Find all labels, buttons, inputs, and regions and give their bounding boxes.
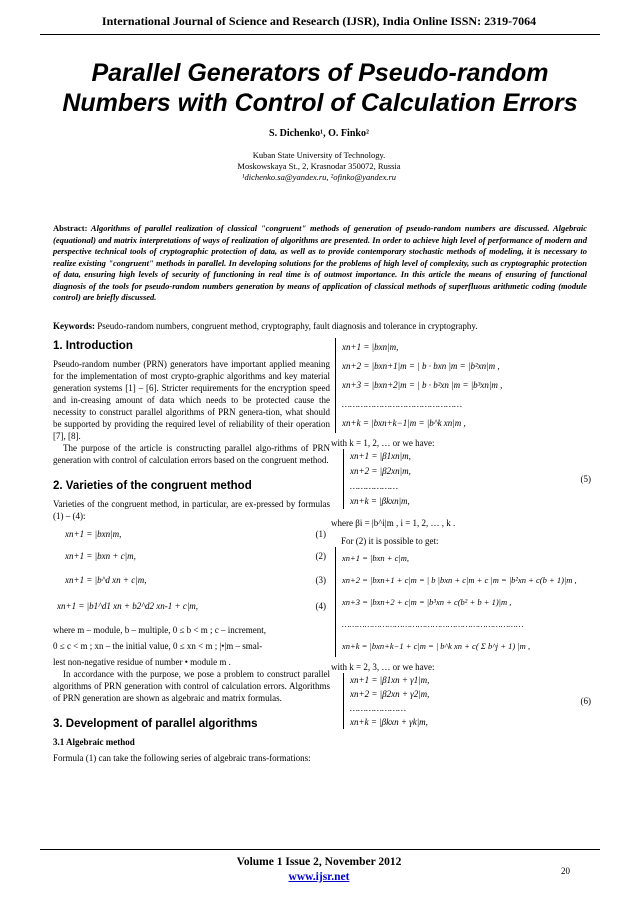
section3-paragraph1: Formula (1) can take the following series of algebraic trans-formations: [53, 753, 311, 763]
system-b-line: xn+k = |βkxn|m, [350, 496, 410, 506]
system-a-line: xn+2 = |bxn+1|m = | b · bxn |m = |b²xn|m , [342, 361, 500, 371]
equation-4: xn+1 = |b1^d1 xn + b2^d2 xn-1 + c|m, [57, 601, 199, 611]
equation-5-number: (5) [580, 474, 591, 484]
left-column [53, 340, 330, 764]
section2-heading: 2. Varieties of the congruent method [53, 480, 252, 492]
system-c-line: xn+2 = |bxn+1 + c|m = | b |bxn + c|m + c |m = |b²xn + c(b + 1)|m , [342, 575, 577, 585]
section2-paragraph1: Varieties of the congruent method, in particular, are ex-pressed by formulas (1) – (4): [53, 499, 330, 521]
subsection-heading: 3.1 Algebraic method [53, 737, 135, 747]
section3-heading: 3. Development of parallel algorithms [53, 718, 258, 730]
system-d-line: xn+1 = |β1xn + γ1|m, [350, 675, 430, 685]
keywords [53, 321, 587, 331]
keywords-text: Pseudo-random numbers, congruent method, cryptography, fault diagnosis and tolerance in cryptography. [97, 321, 478, 331]
abstract [53, 223, 587, 304]
with-k-text-1: with k = 1, 2, … or we have: [331, 438, 435, 448]
with-k-text-2: with k = 2, 3, … or we have: [331, 662, 435, 672]
system-a-line: xn+1 = |bxn|m, [342, 342, 399, 352]
abstract-text: Algorithms of parallel realization of classical "congruent" methods of generation of pseudo-random numbers are discussed. Algebraic (equational) and matrix interpretations of ways of realization of algorithms are presented. In order to achieve high level of performance of modern and perspective technical tools of cryptographic protection of data, as well as to provide contemporary stochastic methods of modeling, it is necessary to realize existing "congruent" methods in parallel. In developing solutions for the problems of high level of complexity, such as cryptographic protection of data, ensuring high levels of security of functioning in real time is of outmost importance. In this article the means of ensuring of functional diagnosis of the tools for pseudo-random numbers generation by means of application of classical methods of superfluous arithmetic coding (module control) are briefly discussed. [53, 223, 587, 302]
system-d-line: xn+k = |βkxn + γk|m, [350, 717, 428, 727]
footer-volume: Volume 1 Issue 2, November 2012 [236, 856, 402, 868]
system-b-line: xn+1 = |β1xn|m, [350, 451, 411, 461]
equation-1-number: (1) [315, 529, 326, 539]
section1-paragraph1: Pseudo-random number (PRN) generators have important applied meaning for the implementation of most crypto-graphic algorithms and key material generation systems [1] – [6]. Stricter requirements for the encryption speed and in-creasing amount of data which needs to be protected cause the necessity to construct parallel algorithms of PRN genera-tion, what should be supported by providing the required level of reliability of their operation [7], [8]. [53, 359, 330, 441]
system-c-line: ……………………………………………………………… [342, 619, 524, 629]
right-column [331, 338, 591, 729]
where-beta: where βi = |b^i|m , i = 1, 2, … , k . [331, 518, 456, 528]
equation-system-a [335, 338, 591, 433]
where-line-1: where m – module, b – multiple, 0 ≤ b < m ; c – increment, [53, 625, 266, 635]
paper-title: Parallel Generators of Pseudo-random Numbers with Control of Calculation Errors [62, 59, 578, 117]
system-b-line: xn+2 = |β2xn|m, [350, 466, 411, 476]
system-b-line: ……………… [350, 481, 399, 491]
abstract-label: Abstract: [53, 223, 88, 233]
keywords-label: Keywords: [53, 321, 95, 331]
section1-heading: 1. Introduction [53, 340, 133, 352]
system-a-line: xn+3 = |bxn+2|m = | b · b²xn |m = |b³xn|m , [342, 380, 503, 390]
footer-url-link[interactable]: www.ijsr.net [288, 871, 350, 883]
equation-system-b [343, 449, 500, 509]
equation-3: xn+1 = |b^d xn + c|m, [65, 575, 147, 585]
system-a-line: xn+k = |bxn+k−1|m = |b^k xn|m , [342, 418, 466, 428]
where-line-2: 0 ≤ c < m ; xn – the initial value, 0 ≤ xn < m ; |•|m – smal- [53, 641, 263, 651]
equation-1: xn+1 = |bxn|m, [65, 529, 122, 539]
equation-system-d [343, 673, 500, 729]
system-c-line: xn+k = |bxn+k−1 + c|m = | b^k xn + c( Σ b^j + 1) |m , [342, 641, 531, 651]
page-number: 20 [561, 866, 570, 876]
system-d-line: xn+2 = |β2xn + γ2|m, [350, 689, 430, 699]
author-emails[interactable]: ¹dichenko.sa@yandex.ru, ²ofinko@yandex.ru [241, 172, 397, 182]
equations-1-4 [53, 526, 330, 622]
equation-6-block [331, 673, 591, 729]
for-2-text: For (2) it is possible to get: [341, 536, 439, 546]
where-line-3: lest non-negative residue of number • module m . [53, 657, 231, 667]
equation-5-block [331, 449, 591, 509]
header-divider [40, 34, 600, 35]
system-d-line: ………………… [350, 703, 407, 713]
equation-3-number: (3) [315, 575, 326, 585]
equation-2: xn+1 = |bxn + c|m, [65, 551, 136, 561]
equation-2-number: (2) [315, 551, 326, 561]
affiliation-line1: Kuban State University of Technology. [252, 150, 386, 160]
system-c-line: xn+3 = |bxn+2 + c|m = |b³xn + c(b² + b + 1)|m , [342, 597, 512, 607]
system-a-line: ……………………………………… [342, 399, 463, 409]
journal-header: International Journal of Science and Research (IJSR), India Online ISSN: 2319-7064 [101, 14, 537, 28]
system-c-line: xn+1 = |bxn + c|m, [342, 553, 409, 563]
equation-6-number: (6) [580, 696, 591, 706]
equation-system-c [335, 547, 591, 657]
section2-paragraph2: In accordance with the purpose, we pose a problem to construct parallel algorithms of PRN generation with control of calculation errors. Algorithms of PRN generation are shown as algebraic and matrix formulas. [53, 669, 330, 703]
equation-4-number: (4) [315, 601, 326, 611]
affiliation-line2: Moskowskaya St., 2, Krasnodar 350072, Russia [237, 161, 401, 171]
section1-paragraph2: The purpose of the article is constructing parallel algo-rithms of PRN generation with control of calculation errors based on the congruent method. [53, 443, 330, 465]
authors: S. Dichenko¹, O. Finko² [269, 128, 369, 139]
footer-divider [40, 849, 600, 850]
affiliation [0, 150, 638, 183]
